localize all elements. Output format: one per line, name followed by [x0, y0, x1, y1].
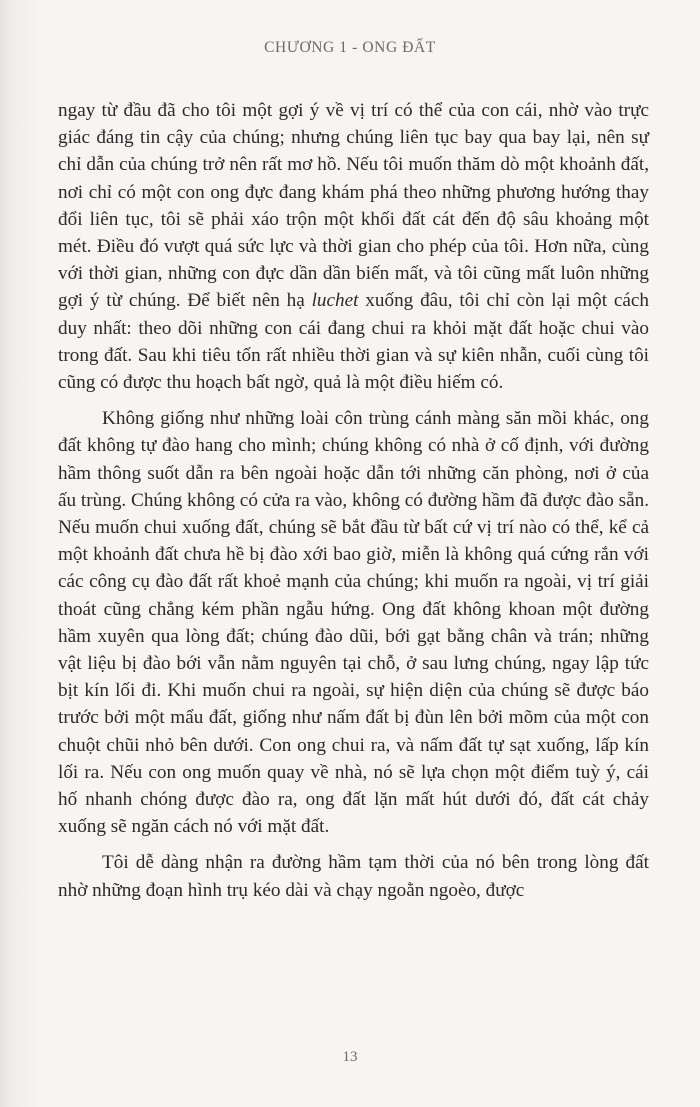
body-text	[58, 97, 649, 913]
paragraph-3: Tôi dễ dàng nhận ra đường hầm tạm thời của nó bên trong lòng đất nhờ những đoạn hình trụ kéo dài và chạy ngoằn ngoèo, được	[58, 852, 649, 901]
running-head: CHƯƠNG 1 - ONG ĐẤT	[264, 39, 436, 56]
paragraph-1-italic-term: luchet	[311, 290, 359, 312]
paragraph-2: Không giống như những loài côn trùng cánh màng săn mồi khác, ong đất không tự đào hang cho mình; chúng không có nhà ở cố định, với đường hầm thông suốt dẫn ra bên ngoài hoặc dẫn tới những căn phòng, nơi ở của ấu trùng. Chúng không có cửa ra vào, không có đường hầm đã được đào sẵn. Nếu muốn chui xuống đất, chúng sẽ bắt đầu từ bất cứ vị trí nào có thể, kể cả một khoảnh đất chưa hề bị đào xới bao giờ, miễn là không quá cứng rắn với các công cụ đào đất rất khoẻ mạnh của chúng; khi muốn ra ngoài, vị trí giải thoát cũng chẳng kém phần ngẫu hứng. Ong đất không khoan một đường hầm xuyên qua lòng đất; chúng đào dũi, bới gạt bằng chân và trán; những vật liệu bị đào bới vẫn nằm nguyên tại chỗ, ở sau lưng chúng, ngay lập tức bịt kín lối đi. Khi muốn chui ra ngoài, sự hiện diện của chúng sẽ được báo trước bởi một mẩu đất, giống như nấm đất bị đùn lên bởi mõm của một con chuột chũi nhỏ bên dưới. Con ong chui ra, và nấm đất tự sạt xuống, lấp kín lối ra. Nếu con ong muốn quay về nhà, nó sẽ lựa chọn một điểm tuỳ ý, cái hố nhanh chóng được đào ra, ong đất lặn mất hút dưới đó, đất cát chảy xuống sẽ ngăn cách nó với mặt đất.	[58, 408, 649, 838]
paragraph-1-text-b: xuống đâu, tôi chỉ còn lại một cách duy nhất: theo dõi những con cái đang chui ra khỏi mặt đất hoặc chui vào trong đất. Sau khi tiêu tốn rất nhiều thời gian và sự kiên nhẫn, cuối cùng tôi cũng có được thu hoạch bất ngờ, quả là một điều hiếm có.	[58, 290, 650, 394]
page-number: 13	[342, 1049, 358, 1065]
paragraph-1	[58, 97, 649, 396]
paragraph-1-text-a: ngay từ đầu đã cho tôi một gợi ý về vị trí có thể của con cái, nhờ vào trực giác đáng tin cậy của chúng; nhưng chúng liên tục bay qua bay lại, nên sự chỉ dẫn của chúng trở nên rất mơ hồ. Nếu tôi muốn thăm dò một khoảnh đất, nơi chỉ có một con ong đực đang khám phá theo những phương hướng thay đổi liên tục, tôi sẽ phải xáo trộn một khối đất cát đến độ sâu khoảng một mét. Điều đó vượt quá sức lực và thời gian cho phép của tôi. Hơn nữa, cùng với thời gian, những con đực dần dần biến mất, và tôi cũng mất luôn những gợi ý từ chúng. Để biết nên hạ	[58, 100, 649, 312]
